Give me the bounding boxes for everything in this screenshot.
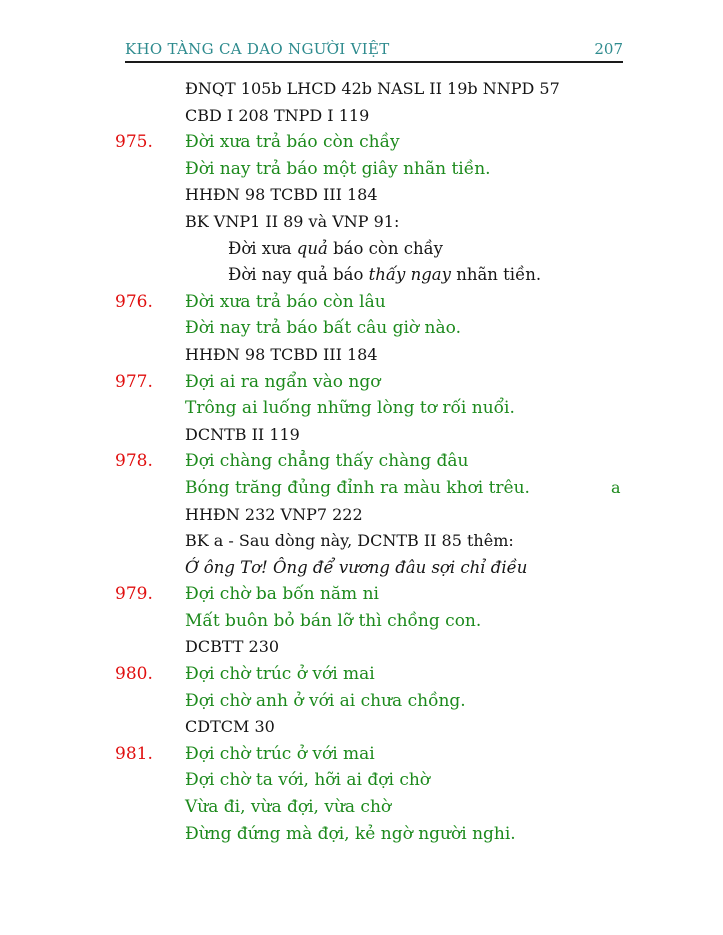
line-text: Vừa đi, vừa đợi, vừa chờ	[185, 797, 392, 818]
header-rule	[125, 61, 623, 63]
entry-line	[0, 581, 723, 608]
entry-line	[0, 741, 723, 768]
line-text: CDTCM 30	[185, 717, 275, 737]
line-text: Đời xưa trả báo còn lâu	[185, 291, 386, 312]
line-text: Mất buôn bỏ bán lỡ thì chồng con.	[185, 610, 482, 631]
ref-line	[0, 528, 723, 555]
page-number: 207	[594, 40, 623, 58]
verse-line	[0, 767, 723, 794]
line-text: Đời nay quả báo thấy ngay nhãn tiền.	[228, 265, 542, 285]
entry-line	[0, 661, 723, 688]
ref-line	[0, 422, 723, 449]
line-text: Đợi chờ ta với, hỡi ai đợi chờ	[185, 770, 431, 791]
page-title: KHO TÀNG CA DAO NGƯỜI VIỆT	[125, 40, 390, 58]
line-text: Bóng trăng đủng đỉnh ra màu khơi trêu.	[185, 477, 530, 498]
line-text: Đợi chờ trúc ở với mai	[185, 664, 375, 685]
line-text: DCBTT 230	[185, 637, 280, 657]
line-text: Đợi chờ anh ở với ai chưa chồng.	[185, 690, 466, 711]
ref-line	[0, 209, 723, 236]
line-text: BK a - Sau dòng này, DCNTB II 85 thêm:	[185, 531, 514, 551]
page-header	[125, 40, 623, 58]
verse-line	[0, 395, 723, 422]
ref-line	[0, 342, 723, 369]
ref-line	[0, 103, 723, 130]
entry-number: 981.	[115, 743, 153, 764]
line-text: Đừng đứng mà đợi, kẻ ngờ người nghi.	[185, 823, 516, 844]
verse-line	[0, 794, 723, 821]
entry-number: 977.	[115, 371, 153, 392]
verse-line	[0, 156, 723, 183]
entry-number: 976.	[115, 291, 153, 312]
line-text: Đời xưa trả báo còn chầy	[185, 132, 400, 153]
line-text: HHĐN 98 TCBD III 184	[185, 185, 378, 205]
entry-line	[0, 289, 723, 316]
ref-line	[0, 182, 723, 209]
ref-line	[0, 714, 723, 741]
ref-line	[0, 502, 723, 529]
ref-line	[0, 76, 723, 103]
verse-line	[0, 475, 723, 502]
line-text: HHĐN 232 VNP7 222	[185, 504, 363, 524]
variant-marker: a	[611, 477, 621, 497]
line-text: Đời xưa quả báo còn chầy	[228, 238, 443, 258]
entry-number: 979.	[115, 584, 153, 605]
line-text: DCNTB II 119	[185, 424, 300, 444]
line-text: Đợi chàng chẳng thấy chàng đâu	[185, 451, 469, 472]
verse-line	[0, 821, 723, 848]
entry-line	[0, 369, 723, 396]
line-text: Trông ai luống những lòng tơ rối nuổi.	[185, 398, 515, 419]
line-text: Đợi chờ trúc ở với mai	[185, 743, 375, 764]
line-text: Ớ ông Tơ! Ông để vương đâu sợi chỉ điều	[185, 557, 528, 577]
verse-line	[0, 315, 723, 342]
line-text: ĐNQT 105b LHCD 42b NASL II 19b NNPD 57	[185, 79, 560, 98]
italic-line	[0, 555, 723, 582]
line-text: Đời nay trả báo một giây nhãn tiền.	[185, 158, 491, 179]
variant-line	[0, 236, 723, 263]
line-text: HHĐN 98 TCBD III 184	[185, 344, 378, 364]
content-lines	[0, 76, 723, 847]
line-text: Đời nay trả báo bất câu giờ nào.	[185, 318, 461, 339]
line-text: Đợi ai ra ngẩn vào ngơ	[185, 371, 381, 392]
verse-line	[0, 688, 723, 715]
entry-line	[0, 129, 723, 156]
verse-line	[0, 608, 723, 635]
line-text: Đợi chờ ba bốn năm ni	[185, 584, 379, 605]
entry-number: 980.	[115, 664, 153, 685]
entry-line	[0, 448, 723, 475]
variant-line	[0, 262, 723, 289]
line-text: BK VNP1 II 89 và VNP 91:	[185, 211, 400, 231]
entry-number: 978.	[115, 451, 153, 472]
ref-line	[0, 634, 723, 661]
line-text: CBD I 208 TNPD I 119	[185, 105, 370, 125]
entry-number: 975.	[115, 132, 153, 153]
